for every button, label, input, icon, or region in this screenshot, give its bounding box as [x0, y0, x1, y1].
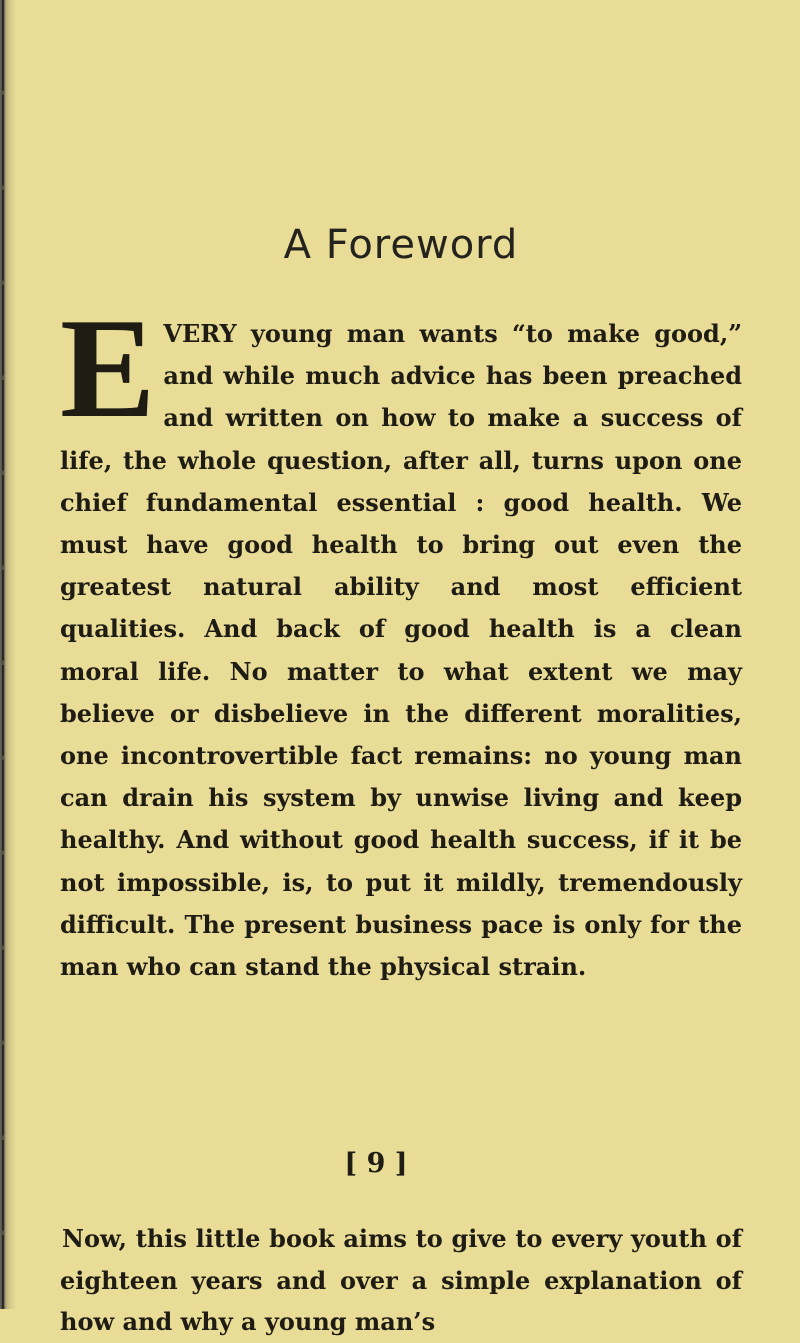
drop-cap-letter: E: [60, 289, 156, 447]
foreword-paragraph-2: Now, this little book aims to give to every youth of eighteen years and over a simple explanation of how and why a young man’s: [60, 1224, 742, 1336]
page-title: A Foreword: [283, 222, 519, 268]
book-spine-edge: [0, 0, 16, 1309]
foreword-paragraph-1: [60, 289, 742, 988]
paragraph-1-text: VERY young man wants “to make good,” and while much advice has been preached and written on how to make a success of life, the whole question, after all, turns upon one chief fundamental essential : good health. We must have good health to bring out even the greatest natural ability and most efficient qualities. And back of good health is a clean moral life. No matter to what extent we may believe or disbelieve in the different moralities, one incontrovertible fact remains: no young man can drain his system by unwise living and keep healthy. And without good health success, if it be not impossible, is, to put it mildly, tremendously difficult. The present business pace is only for the man who can stand the physical strain.: [60, 319, 742, 982]
page-number: [ 9 ]: [344, 1148, 408, 1179]
